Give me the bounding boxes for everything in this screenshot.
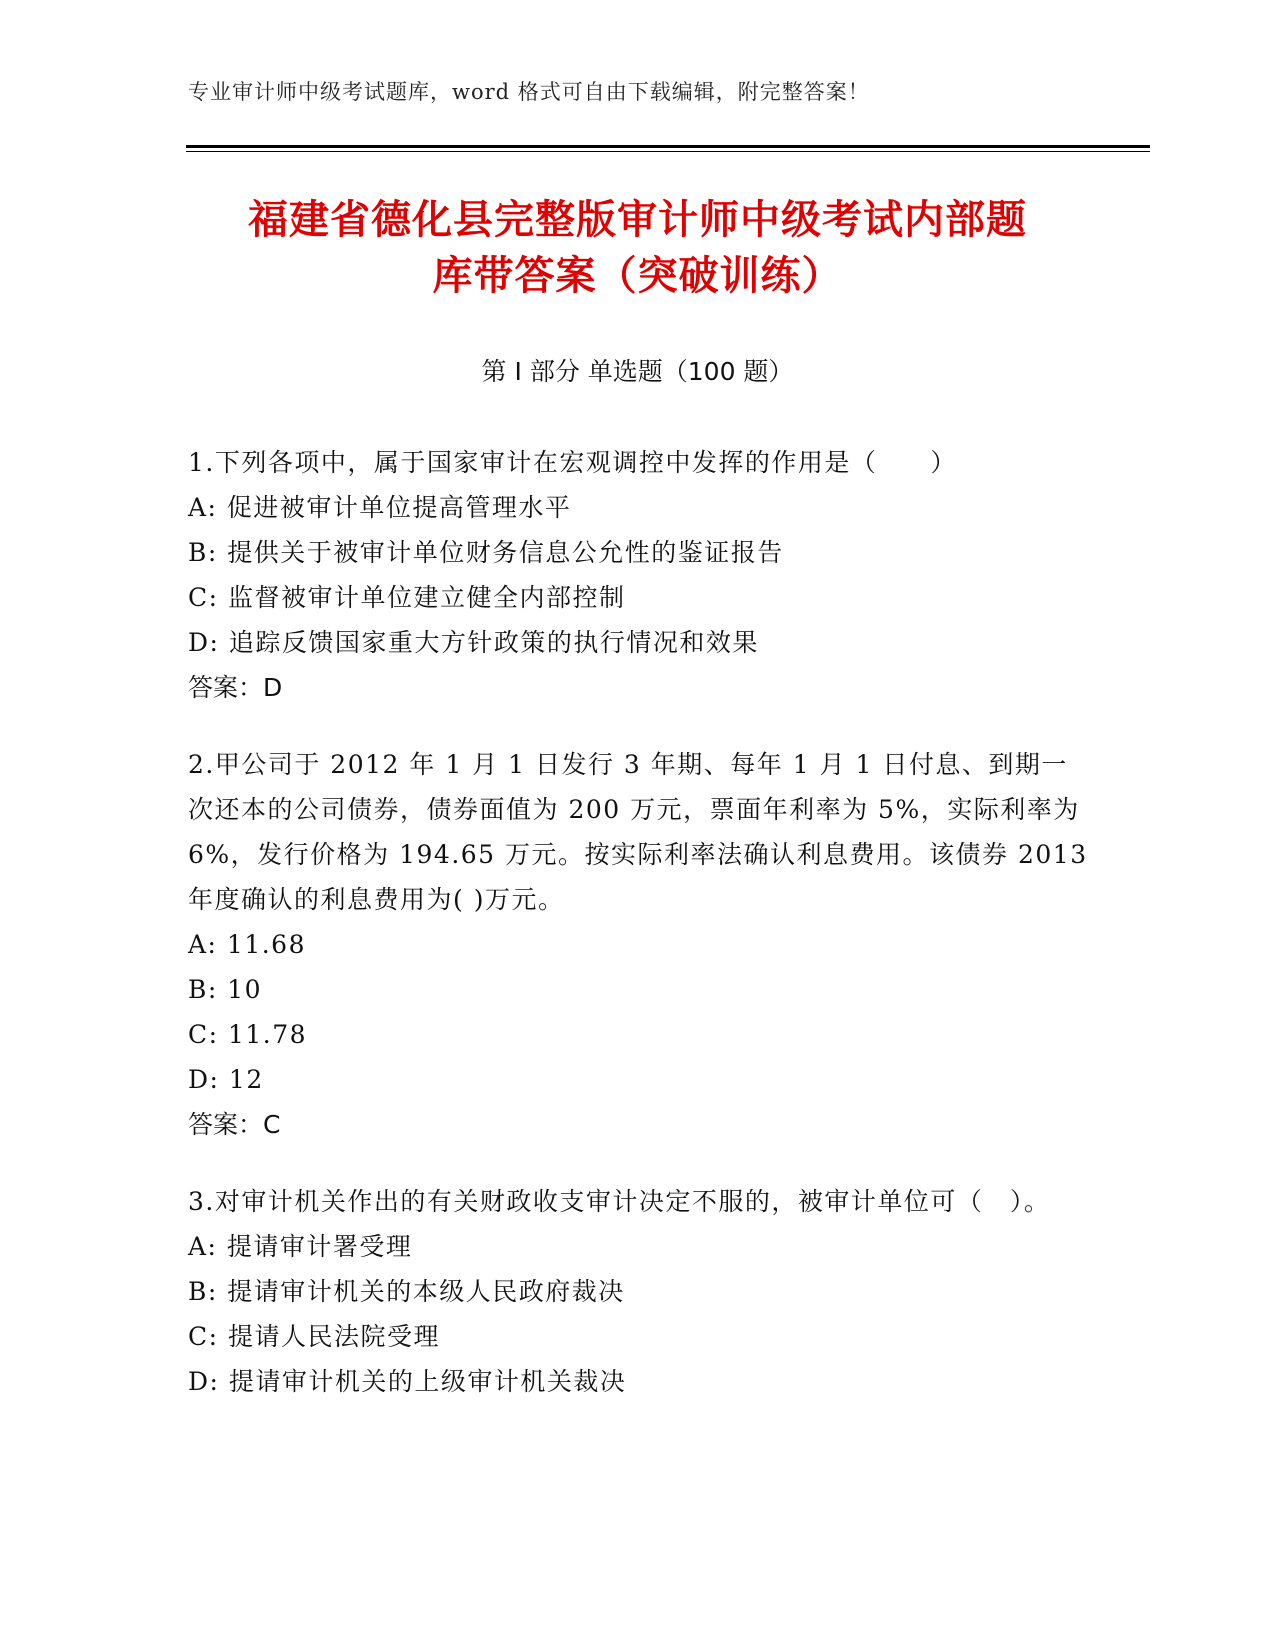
option-c: C: 监督被审计单位建立健全内部控制 (188, 583, 626, 612)
document-title (120, 192, 1155, 304)
title-line-1: 福建省德化县完整版审计师中级考试内部题 (248, 197, 1027, 243)
option-b: B: 提请审计机关的本级人民政府裁决 (188, 1277, 625, 1306)
header-note: 专业审计师中级考试题库，word 格式可自由下载编辑，附完整答案！ (188, 80, 870, 104)
option-d: D: 12 (188, 1065, 264, 1094)
option-c: C: 提请人民法院受理 (188, 1322, 440, 1351)
question-2 (188, 742, 1088, 1147)
title-line-2: 库带答案（突破训练） (432, 253, 843, 299)
section-heading: 第 I 部分 单选题（100 题） (481, 357, 794, 386)
option-a: A: 促进被审计单位提高管理水平 (188, 493, 572, 522)
option-a: A: 11.68 (188, 930, 306, 959)
question-1 (188, 440, 1088, 710)
question-list (188, 440, 1088, 1436)
answer: 答案：D (188, 673, 283, 702)
header-divider-thick (186, 145, 1150, 148)
option-a: A: 提请审计署受理 (188, 1232, 413, 1261)
question-3 (188, 1179, 1088, 1404)
option-b: B: 10 (188, 975, 263, 1004)
question-text: 3.对审计机关作出的有关财政收支审计决定不服的，被审计单位可（ ）。 (188, 1187, 1051, 1216)
option-d: D: 提请审计机关的上级审计机关裁决 (188, 1367, 627, 1396)
option-c: C: 11.78 (188, 1020, 308, 1049)
answer: 答案：C (188, 1110, 281, 1139)
header-divider-thin (186, 151, 1150, 152)
question-text: 2.甲公司于 2012 年 1 月 1 日发行 3 年期、每年 1 月 1 日付息、到期一次还本的公司债券，债券面值为 200 万元，票面年利率为 5%，实际利率为 6%，发行价格为 194.65 万元。按实际利率法确认利息费用。该债券 2013 年度确认的利息费用为( )万元。 (188, 750, 1088, 914)
question-text: 1.下列各项中，属于国家审计在宏观调控中发挥的作用是（ ） (188, 448, 957, 477)
option-b: B: 提供关于被审计单位财务信息公允性的鉴证报告 (188, 538, 784, 567)
option-d: D: 追踪反馈国家重大方针政策的执行情况和效果 (188, 628, 759, 657)
